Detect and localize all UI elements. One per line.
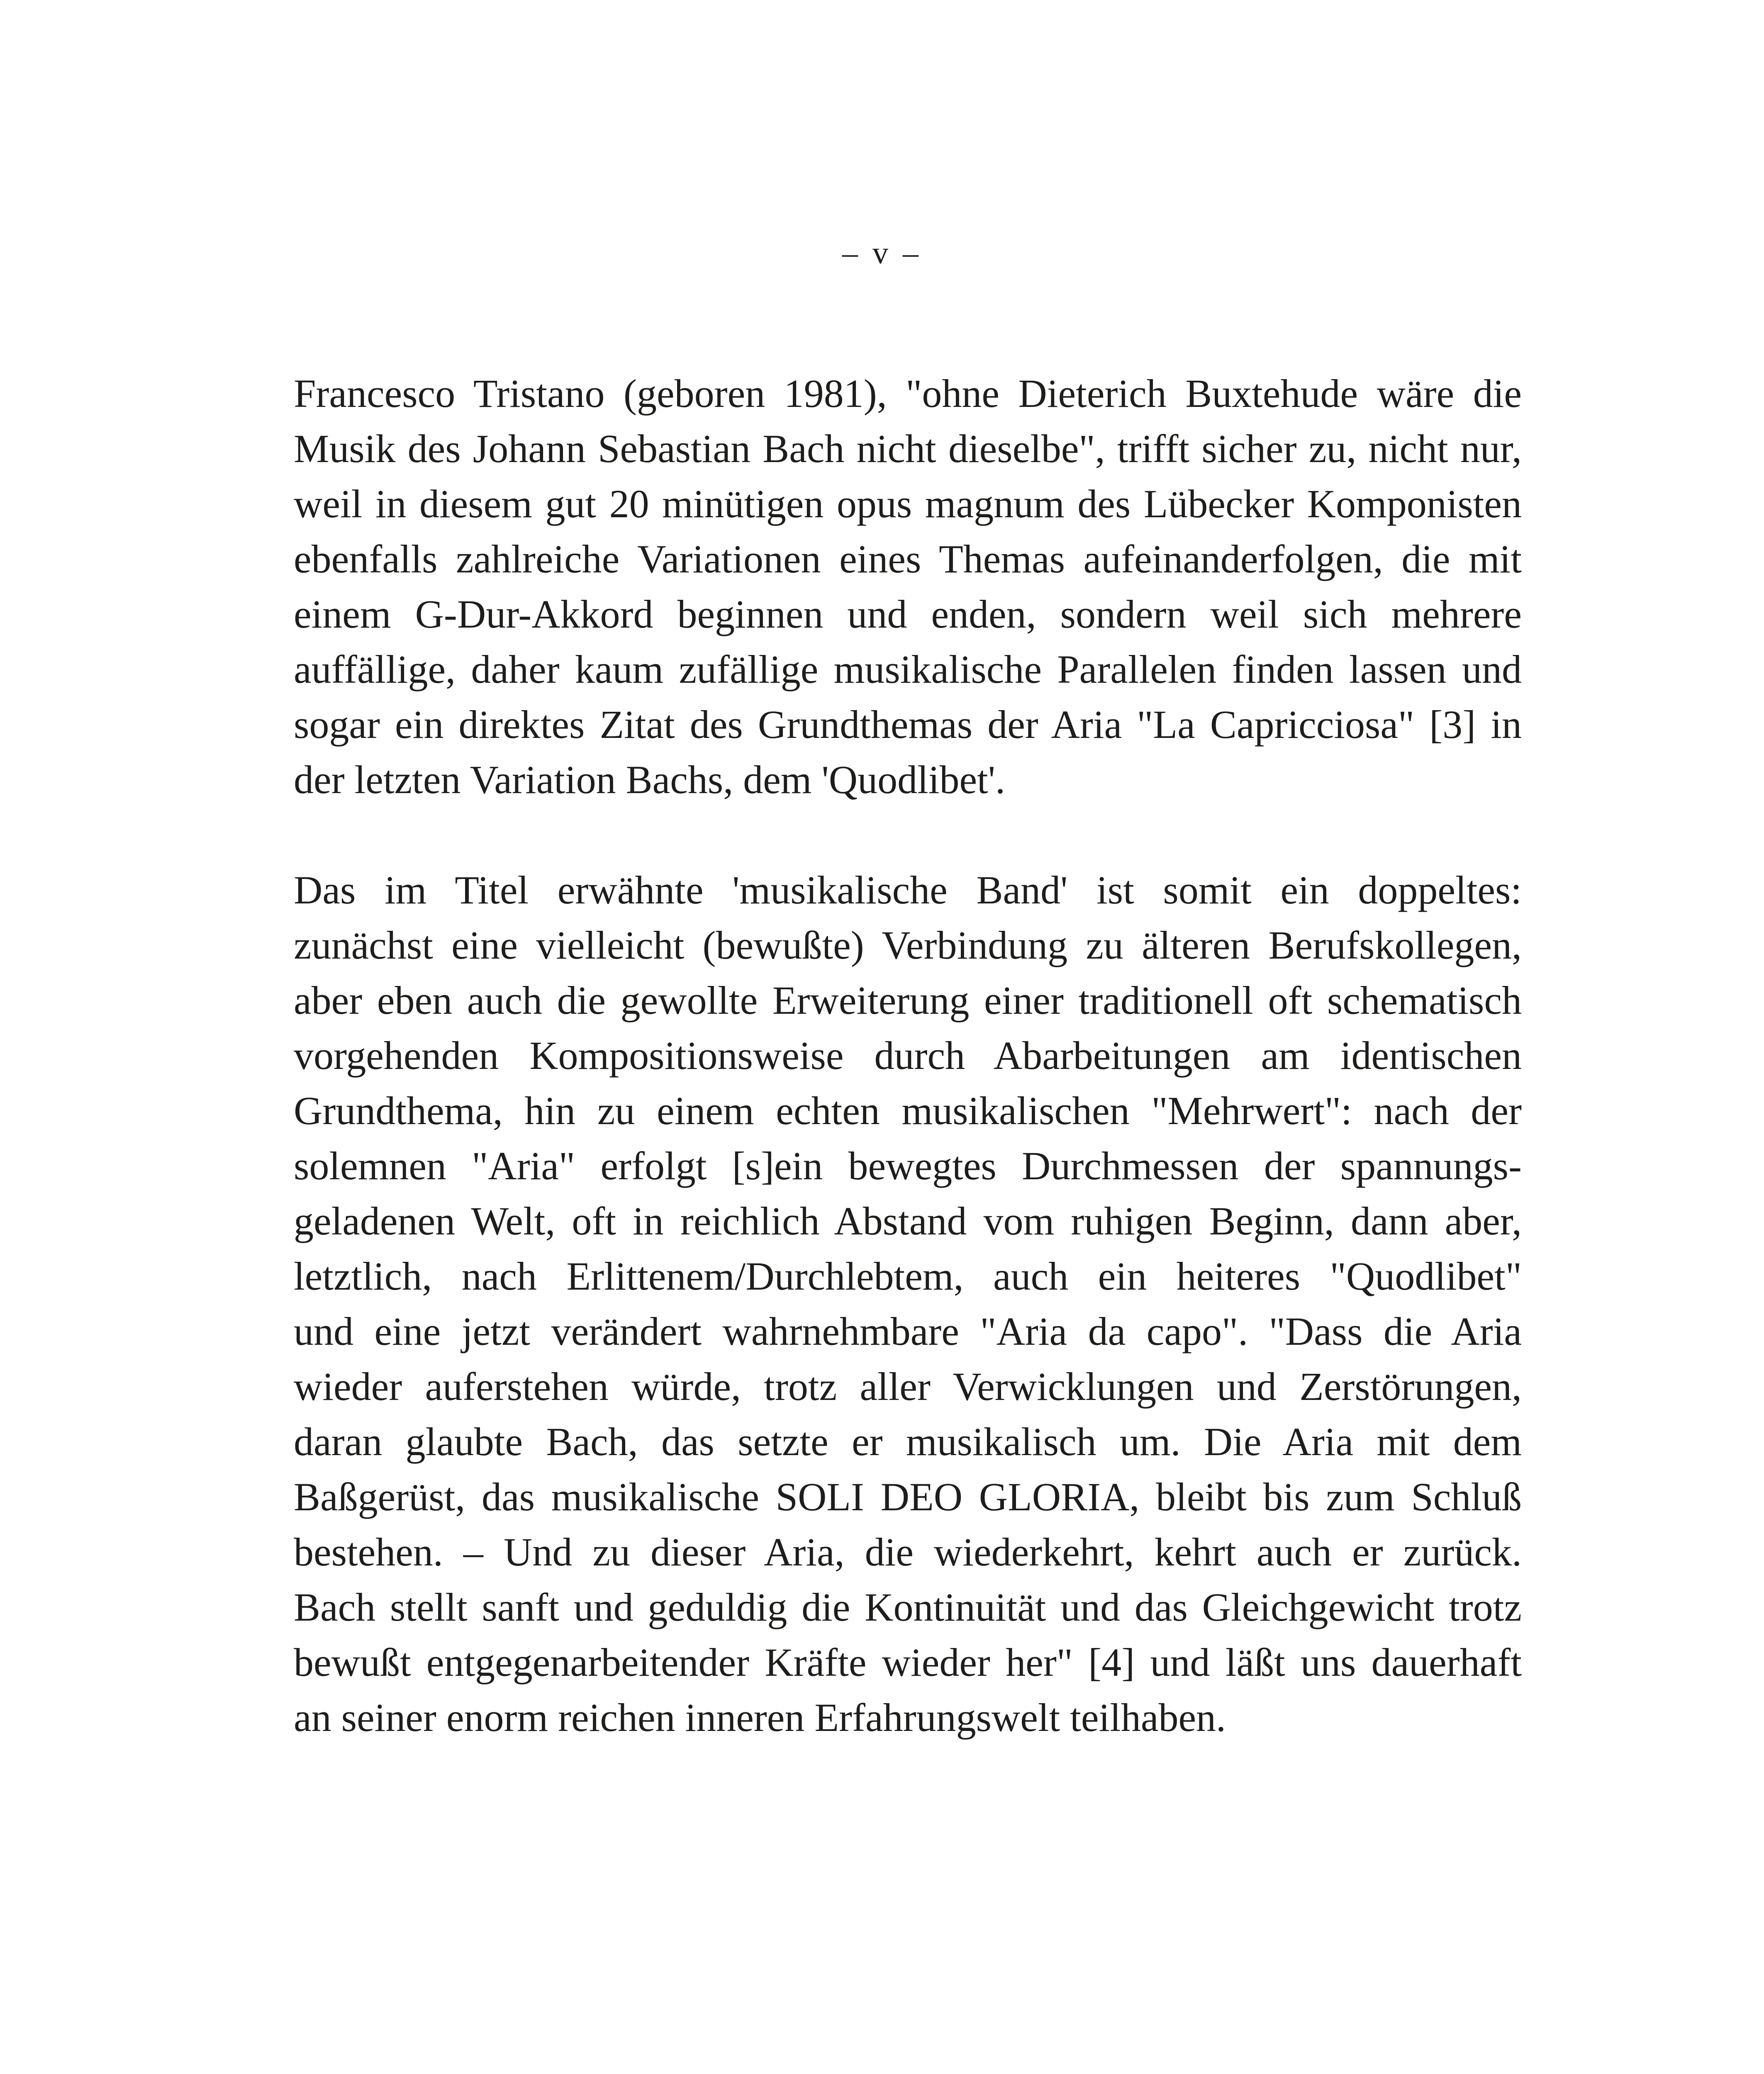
section-marker: – v – — [842, 236, 922, 270]
text-line: zunächst eine vielleicht (bewußte) Verbindung zu älteren Berufskollegen, — [294, 923, 1522, 967]
text-line: der letzten Variation Bachs, dem 'Quodlibet'. — [294, 757, 1006, 802]
body-text — [294, 366, 1522, 1745]
text-line: Das im Titel erwähnte 'musikalische Band' ist somit ein doppeltes: — [294, 868, 1522, 912]
text-line: Baßgerüst, das musikalische SOLI DEO GLORIA, bleibt bis zum Schluß — [294, 1475, 1522, 1519]
text-line: Musik des Johann Sebastian Bach nicht dieselbe", trifft sicher zu, nicht nur, — [294, 426, 1522, 471]
text-line: bewußt entgegenarbeitender Kräfte wieder her" [4] und läßt uns dauerhaft — [294, 1640, 1522, 1685]
text-line: sogar ein direktes Zitat des Grundthemas der Aria "La Capricciosa" [3] in — [294, 702, 1522, 747]
text-line: und eine jetzt verändert wahrnehmbare "Aria da capo". "Dass die Aria — [294, 1309, 1522, 1353]
text-line: einem G-Dur-Akkord beginnen und enden, sondern weil sich mehrere — [294, 592, 1522, 636]
text-line: an seiner enorm reichen inneren Erfahrungswelt teilhaben. — [294, 1695, 1226, 1740]
text-line: aber eben auch die gewollte Erweiterung einer traditionell oft schematisch — [294, 978, 1522, 1022]
text-line: weil in diesem gut 20 minütigen opus magnum des Lübecker Komponisten — [294, 482, 1522, 526]
text-line: wieder auferstehen würde, trotz aller Verwicklungen und Zerstörungen, — [294, 1364, 1522, 1409]
text-line: ebenfalls zahlreiche Variationen eines Themas aufeinanderfolgen, die mit — [294, 537, 1522, 581]
text-line: daran glaubte Bach, das setzte er musikalisch um. Die Aria mit dem — [294, 1419, 1522, 1464]
text-line: vorgehenden Kompositionsweise durch Abarbeitungen am identischen — [294, 1033, 1522, 1078]
text-line: solemnen "Aria" erfolgt [s]ein bewegtes Durchmessen der spannungs- — [294, 1144, 1522, 1188]
paragraph-2 — [294, 862, 1522, 1745]
text-line: Francesco Tristano (geboren 1981), "ohne Dieterich Buxtehude wäre die — [294, 371, 1522, 416]
text-line: Grundthema, hin zu einem echten musikalischen "Mehrwert": nach der — [294, 1088, 1522, 1133]
text-line: geladenen Welt, oft in reichlich Abstand vom ruhigen Beginn, dann aber, — [294, 1199, 1522, 1243]
text-line: letztlich, nach Erlittenem/Durchlebtem, auch ein heiteres "Quodlibet" — [294, 1254, 1522, 1298]
text-line: Bach stellt sanft und geduldig die Kontinuität und das Gleichgewicht trotz — [294, 1585, 1522, 1629]
paragraph-1 — [294, 366, 1522, 807]
text-line: bestehen. – Und zu dieser Aria, die wiederkehrt, kehrt auch er zurück. — [294, 1530, 1522, 1574]
text-line: auffällige, daher kaum zufällige musikalische Parallelen finden lassen und — [294, 647, 1522, 691]
